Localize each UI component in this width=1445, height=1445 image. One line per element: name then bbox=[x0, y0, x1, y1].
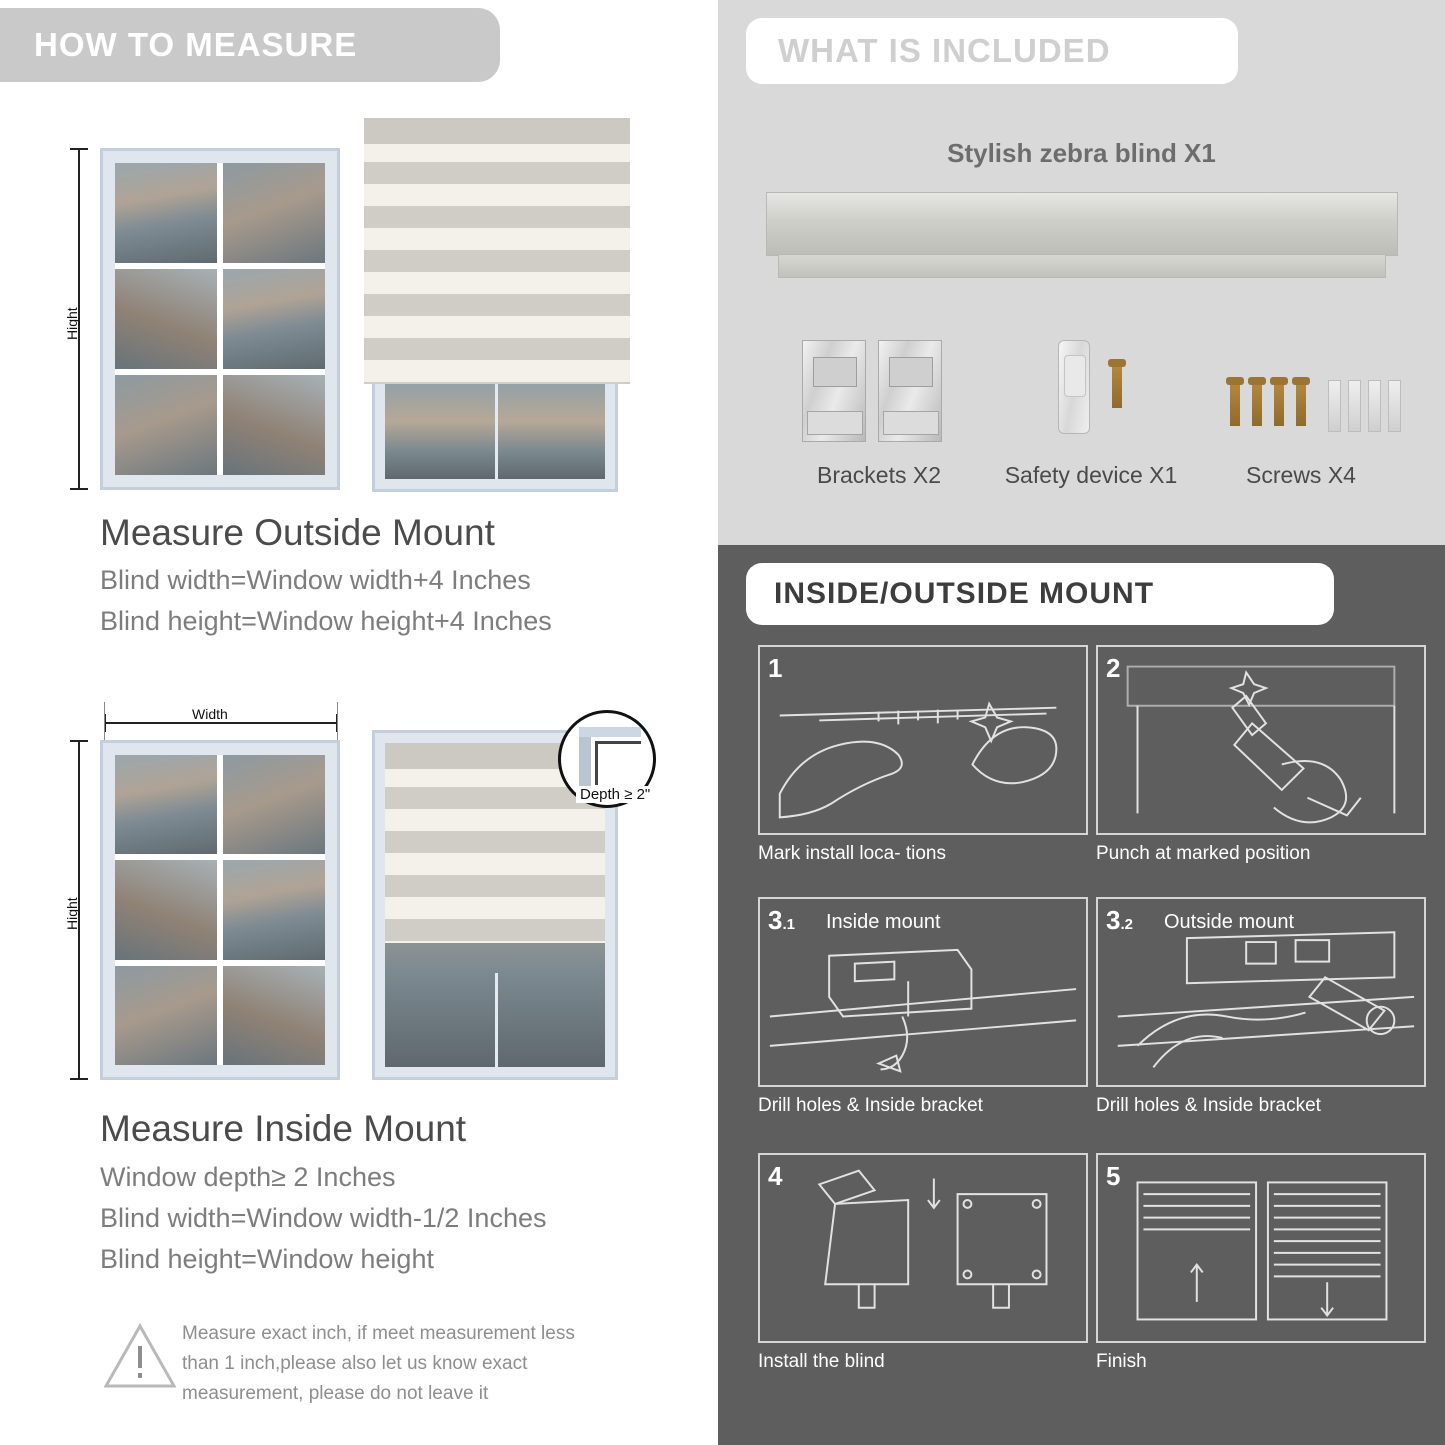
inside-width-label: Width bbox=[188, 706, 232, 722]
what-is-included-panel bbox=[718, 0, 1445, 545]
outside-mount-line-2: Blind height=Window height+4 Inches bbox=[100, 606, 552, 636]
safety-device-label: Safety device X1 bbox=[1004, 462, 1178, 488]
window-pane bbox=[223, 269, 325, 369]
warning-line-1: Measure exact inch, if meet measurement less bbox=[182, 1323, 575, 1344]
step-3-2-caption: Drill holes & Inside bracket bbox=[1096, 1095, 1321, 1116]
window-pane bbox=[115, 269, 217, 369]
what-is-included-title: WHAT IS INCLUDED bbox=[778, 32, 1111, 69]
step-1 bbox=[758, 645, 1088, 835]
wall-anchor-part bbox=[1388, 380, 1401, 432]
bracket-part bbox=[802, 340, 866, 442]
step-4-caption: Install the blind bbox=[758, 1351, 885, 1372]
window-with-outside-blind bbox=[372, 370, 618, 492]
window-pane bbox=[115, 163, 217, 263]
step-5-number: 5 bbox=[1106, 1161, 1121, 1191]
inside-mount-illustration bbox=[0, 700, 712, 1100]
screw-part bbox=[1230, 382, 1240, 426]
step-3-1-minor: .1 bbox=[782, 916, 795, 933]
safety-device-part bbox=[1058, 340, 1090, 434]
step-1-number: 1 bbox=[768, 653, 783, 683]
step-3-1-caption: Drill holes & Inside bracket bbox=[758, 1095, 983, 1116]
wall-anchor-part bbox=[1348, 380, 1361, 432]
screws-label: Screws X4 bbox=[1246, 462, 1356, 488]
screw-part bbox=[1296, 382, 1306, 426]
bracket-part bbox=[878, 340, 942, 442]
warning-line-3: measurement, please do not leave it bbox=[182, 1383, 489, 1404]
step-4-sketch bbox=[760, 1155, 1086, 1341]
wall-anchor-part bbox=[1328, 380, 1341, 432]
step-3-2-minor: .2 bbox=[1120, 916, 1133, 933]
how-to-measure-title: HOW TO MEASURE bbox=[34, 26, 358, 63]
window-pane bbox=[115, 860, 217, 959]
step-1-caption: Mark install loca- tions bbox=[758, 843, 946, 864]
inside-mount-line-3: Blind height=Window height bbox=[100, 1244, 434, 1274]
step-3-2-inline-label: Outside mount bbox=[1164, 911, 1295, 933]
step-4-number: 4 bbox=[768, 1161, 783, 1191]
step-2-caption: Punch at marked position bbox=[1096, 843, 1311, 864]
step-2 bbox=[1096, 645, 1426, 835]
warning-triangle-icon bbox=[104, 1322, 176, 1390]
window-pane bbox=[223, 755, 325, 854]
window-pane bbox=[115, 966, 217, 1065]
inside-mount-line-2: Blind width=Window width-1/2 Inches bbox=[100, 1203, 547, 1233]
brackets-label: Brackets X2 bbox=[817, 462, 941, 488]
step-5 bbox=[1096, 1153, 1426, 1343]
window-pane bbox=[223, 860, 325, 959]
step-3-2-major: 3 bbox=[1106, 905, 1121, 935]
how-to-measure-panel bbox=[0, 0, 712, 1445]
window-pane bbox=[115, 375, 217, 475]
inside-mount-line-1: Window depth≥ 2 Inches bbox=[100, 1162, 396, 1192]
step-3-2-sketch bbox=[1098, 899, 1424, 1085]
step-5-sketch bbox=[1098, 1155, 1424, 1341]
zebra-blind-rail bbox=[766, 192, 1398, 256]
step-5-caption: Finish bbox=[1096, 1351, 1147, 1372]
window-pane bbox=[223, 163, 325, 263]
outside-mount-heading: Measure Outside Mount bbox=[100, 512, 495, 553]
step-3-1-major: 3 bbox=[768, 905, 783, 935]
screw-part bbox=[1112, 364, 1122, 408]
step-3-1-inline-label: Inside mount bbox=[826, 911, 941, 933]
outside-height-label: Hight bbox=[64, 307, 80, 340]
window-pane bbox=[115, 755, 217, 854]
warning-line-2: than 1 inch,please also let us know exact bbox=[182, 1353, 528, 1374]
step-4 bbox=[758, 1153, 1088, 1343]
inside-height-label: Hight bbox=[64, 897, 80, 930]
step-3-1 bbox=[758, 897, 1088, 1087]
inside-outside-mount-title: INSIDE/OUTSIDE MOUNT bbox=[774, 577, 1155, 610]
warning-block bbox=[104, 1318, 664, 1428]
step-1-sketch bbox=[760, 647, 1086, 833]
depth-label: Depth ≥ 2" bbox=[576, 786, 654, 803]
window-pane bbox=[223, 966, 325, 1065]
screw-part bbox=[1274, 382, 1284, 426]
zebra-blind-graphic bbox=[364, 118, 630, 384]
step-3-1-sketch bbox=[760, 899, 1086, 1085]
inside-outside-mount-tab bbox=[746, 563, 1334, 625]
wall-anchor-part bbox=[1368, 380, 1381, 432]
step-3-2 bbox=[1096, 897, 1426, 1087]
zebra-blind-rail-bottom bbox=[778, 254, 1386, 278]
window-graphic bbox=[100, 740, 340, 1080]
window-pane bbox=[223, 375, 325, 475]
inside-outside-mount-panel bbox=[718, 545, 1445, 1445]
how-to-measure-tab bbox=[0, 8, 500, 82]
window-graphic bbox=[100, 148, 340, 490]
step-2-number: 2 bbox=[1106, 653, 1121, 683]
outside-mount-illustration bbox=[0, 100, 712, 500]
outside-mount-line-1: Blind width=Window width+4 Inches bbox=[100, 565, 531, 595]
inside-mount-heading: Measure Inside Mount bbox=[100, 1108, 467, 1149]
screw-part bbox=[1252, 382, 1262, 426]
step-2-sketch bbox=[1098, 647, 1424, 833]
what-is-included-tab bbox=[746, 18, 1238, 84]
main-item-label: Stylish zebra blind X1 bbox=[947, 138, 1216, 168]
